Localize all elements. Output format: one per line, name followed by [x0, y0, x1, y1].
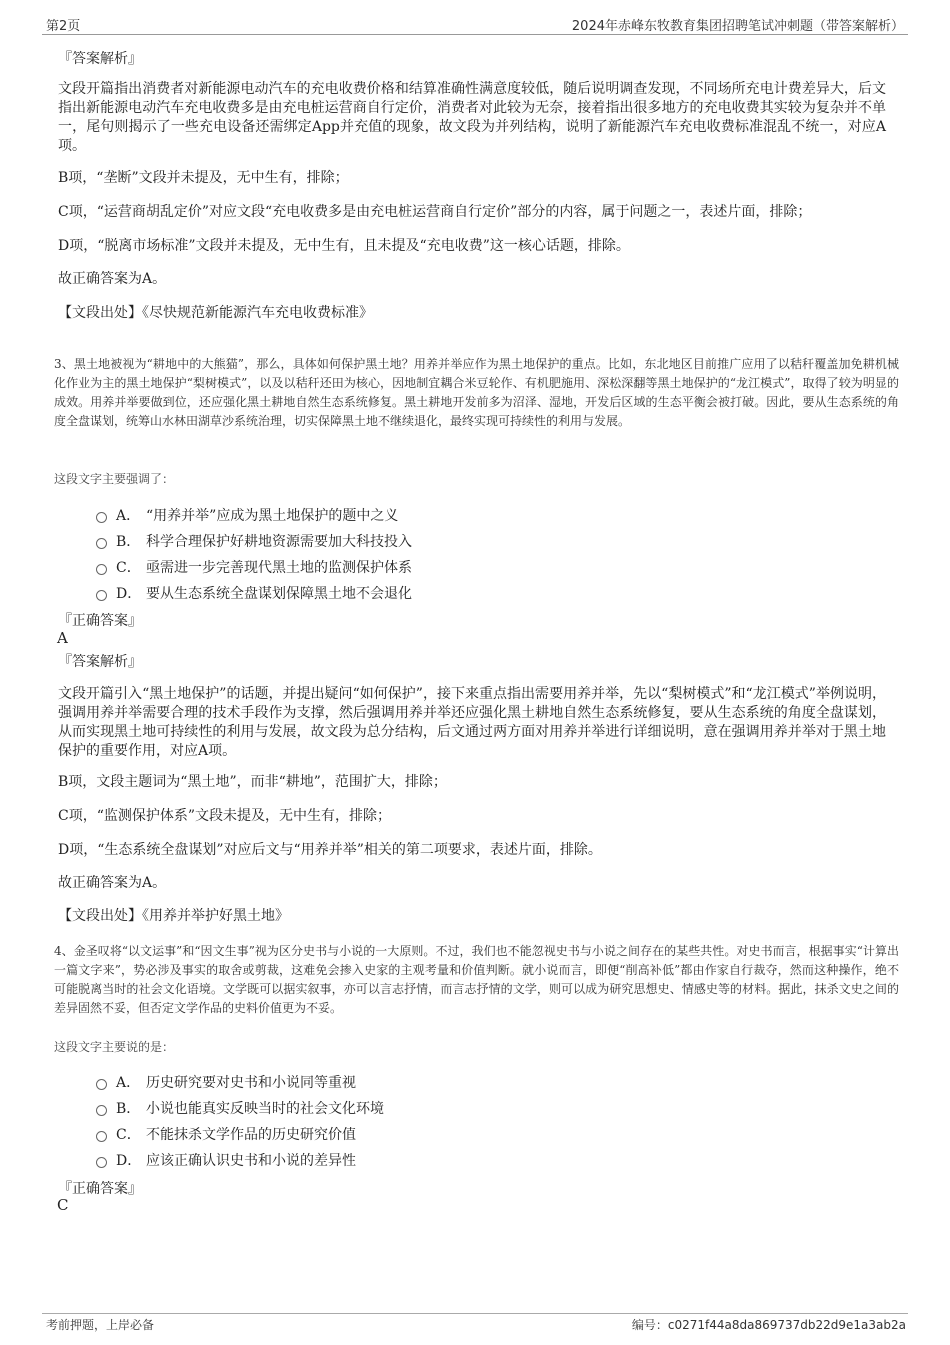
q2-option-d-note: D项，“脱离市场标准”文段并未提及，无中生有，且未提及“充电收费”这一核心话题，排除。	[58, 238, 630, 254]
q2-option-b-note: B项，“垄断”文段并未提及，无中生有，排除；	[58, 170, 349, 186]
option-text: 小说也能真实反映当时的社会文化环境	[146, 1101, 384, 1117]
q4-answer-label: 『正确答案』	[58, 1181, 142, 1197]
q3-option-c[interactable]	[96, 557, 412, 577]
option-letter: A．	[116, 1075, 141, 1091]
page-header	[42, 14, 908, 35]
option-letter: D．	[116, 1153, 142, 1169]
option-text: 要从生态系统全盘谋划保障黑土地不会退化	[146, 586, 412, 602]
q2-source: 【文段出处】《尽快规范新能源汽车充电收费标准》	[58, 305, 373, 321]
document-code: 编号：c0271f44a8da869737db22d9e1a3ab2a	[631, 1318, 906, 1332]
q3-source: 【文段出处】《用养并举护好黑土地》	[58, 908, 289, 924]
q3-option-c-note: C项，“监测保护体系”文段未提及，无中生有，排除；	[58, 808, 392, 824]
option-text: 应该正确认识史书和小说的差异性	[146, 1153, 356, 1169]
q3-prompt: 这段文字主要强调了：	[54, 472, 175, 486]
q4-option-d[interactable]	[96, 1150, 356, 1170]
page-footer	[42, 1313, 908, 1336]
q3-option-b-note: B项，文段主题词为“黑土地”，而非“耕地”，范围扩大，排除；	[58, 774, 447, 790]
option-text: 亟需进一步完善现代黑土地的监测保护体系	[146, 560, 412, 576]
q4-option-c[interactable]	[96, 1124, 356, 1144]
option-letter: C．	[116, 560, 141, 576]
q2-option-c-note: C项，“运营商胡乱定价”对应文段“充电收费多是由充电桩运营商自行定价”部分的内容，属于问题之一，表述片面，排除；	[58, 204, 812, 220]
q2-analysis-label: 『答案解析』	[58, 51, 142, 67]
radio-icon[interactable]	[96, 512, 107, 523]
option-letter: B．	[116, 534, 141, 550]
q3-analysis-text: 文段开篇引入“黑土地保护”的话题，并提出疑问“如何保护”，接下来重点指出需要用养并举，先以“梨树模式”和“龙江模式”举例说明，强调用养并举需要合理的技术手段作为支撑，然后强调用养并举还应强化黑土耕地自然生态系统修复，要从生态系统的角度全盘谋划，从而实现黑土地可持续性的利用与发展，故文段为总分结构，后文通过两方面对用养并举进行详细说明，意在强调用养并举对于黑土地保护的重要作用，对应A项。	[58, 686, 886, 759]
option-text: 科学合理保护好耕地资源需要加大科技投入	[146, 534, 412, 550]
q3-answer: A	[57, 629, 68, 647]
q3-option-a[interactable]	[96, 505, 398, 525]
q2-conclusion: 故正确答案为A。	[58, 271, 167, 287]
q3-answer-label: 『正确答案』	[58, 613, 142, 629]
page-number: 第2页	[46, 19, 81, 34]
q3-option-d-note: D项，“生态系统全盘谋划”对应后文与“用养并举”相关的第二项要求，表述片面，排除。	[58, 842, 602, 858]
q3-stem: 3、黑土地被视为“耕地中的大熊猫”，那么，具体如何保护黑土地？用养并举应作为黑土地保护的重点。比如，东北地区目前推广应用了以秸秆覆盖加免耕机械化作业为主的黑土地保护“梨树模式”，以及以秸秆还田为核心，因地制宜耦合米豆轮作、有机肥施用、深松深翻等黑土地保护的“龙江模式”，取得了较为明显的成效。用养并举要做到位，还应强化黑土耕地自然生态系统修复。黑土耕地开发前多为沼泽、湿地，开发后区域的生态平衡会被打破。因此，要从生态系统的角度全盘谋划，统筹山水林田湖草沙系统治理，切实保障黑土地不继续退化，最终实现可持续性的利用与发展。	[54, 357, 899, 428]
option-letter: C．	[116, 1127, 141, 1143]
q3-analysis-label: 『答案解析』	[58, 654, 142, 670]
radio-icon[interactable]	[96, 1131, 107, 1142]
radio-icon[interactable]	[96, 538, 107, 549]
option-text: 历史研究要对史书和小说同等重视	[146, 1075, 356, 1091]
option-letter: A．	[116, 508, 141, 524]
radio-icon[interactable]	[96, 1079, 107, 1090]
document-title: 2024年赤峰东牧教育集团招聘笔试冲刺题（带答案解析）	[571, 19, 904, 34]
q4-prompt: 这段文字主要说的是：	[54, 1040, 175, 1054]
q3-option-b[interactable]	[96, 531, 412, 551]
q4-option-a[interactable]	[96, 1072, 356, 1092]
q4-stem: 4、金圣叹将“以文运事”和“因文生事”视为区分史书与小说的一大原则。不过，我们也不能忽视史书与小说之间存在的某些共性。对史书而言，根据事实“计算出一篇文字来”，势必涉及事实的取舍或剪裁，这难免会掺入史家的主观考量和价值判断。就小说而言，即便“削高补低”都由作家自行裁夺，然而这种操作，绝不可能脱离当时的社会文化语境。文学既可以据实叙事，亦可以言志抒情，而言志抒情的文学，则可以成为研究思想史、情感史等的材料。据此，抹杀文史之间的差异固然不妥，但否定文学作品的史料价值更为不妥。	[54, 944, 899, 1015]
option-text: “用养并举”应成为黑土地保护的题中之义	[146, 508, 399, 524]
option-letter: D．	[116, 586, 142, 602]
q4-answer: C	[57, 1196, 69, 1214]
option-text: 不能抹杀文学作品的历史研究价值	[146, 1127, 356, 1143]
q4-option-b[interactable]	[96, 1098, 384, 1118]
radio-icon[interactable]	[96, 1157, 107, 1168]
q2-analysis-text: 文段开篇指出消费者对新能源电动汽车的充电收费价格和结算准确性满意度较低，随后说明调查发现，不同场所充电计费差异大，后文指出新能源电动汽车充电收费多是由充电桩运营商自行定价，消费者对此较为无奈，接着指出很多地方的充电收费其实较为复杂并不单一，尾句则揭示了一些充电设备还需绑定App并充值的现象，故文段为并列结构，说明了新能源汽车充电收费标准混乱不统一，对应A项。	[58, 81, 886, 154]
option-letter: B．	[116, 1101, 141, 1117]
footer-slogan: 考前押题，上岸必备	[46, 1318, 155, 1332]
q3-conclusion: 故正确答案为A。	[58, 875, 167, 891]
radio-icon[interactable]	[96, 590, 107, 601]
q3-option-d[interactable]	[96, 583, 412, 603]
radio-icon[interactable]	[96, 564, 107, 575]
radio-icon[interactable]	[96, 1105, 107, 1116]
